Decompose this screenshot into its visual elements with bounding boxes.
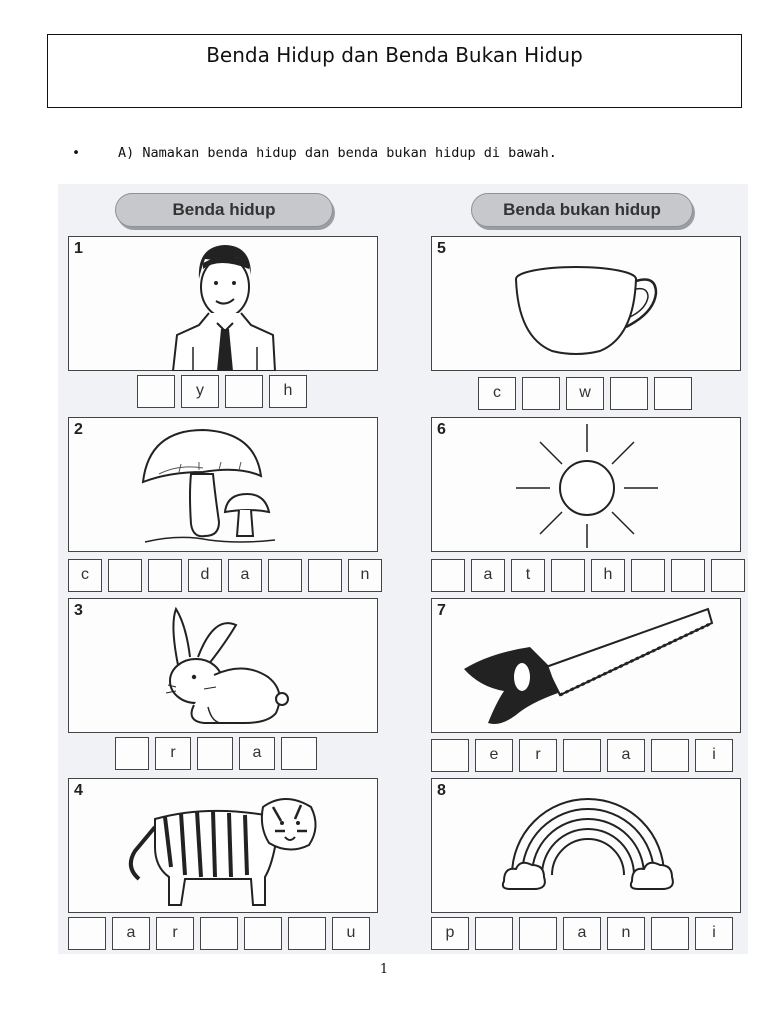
header-nonliving: Benda bukan hidup xyxy=(471,193,693,227)
letter-box[interactable] xyxy=(268,559,302,592)
letter-box[interactable] xyxy=(651,917,689,950)
letter-box[interactable] xyxy=(308,559,342,592)
cup-icon xyxy=(512,257,662,361)
letter-box[interactable] xyxy=(651,739,689,772)
worksheet-title: Benda Hidup dan Benda Bukan Hidup xyxy=(206,43,583,67)
letter-box[interactable]: h xyxy=(591,559,625,592)
letter-box[interactable] xyxy=(519,917,557,950)
letter-box[interactable]: a xyxy=(607,739,645,772)
letter-box[interactable]: d xyxy=(188,559,222,592)
header-living: Benda hidup xyxy=(115,193,333,227)
letter-box[interactable]: r xyxy=(155,737,191,770)
letter-box[interactable]: p xyxy=(431,917,469,950)
answer-boxes-6 xyxy=(431,559,745,592)
letter-box[interactable] xyxy=(654,377,692,410)
letter-box[interactable] xyxy=(225,375,263,408)
letter-box[interactable]: n xyxy=(607,917,645,950)
card-2 xyxy=(68,417,378,552)
page-number: 1 xyxy=(379,962,389,977)
letter-box[interactable]: t xyxy=(511,559,545,592)
letter-box[interactable]: w xyxy=(566,377,604,410)
item-number: 3 xyxy=(74,602,83,619)
letter-box[interactable]: r xyxy=(519,739,557,772)
mushroom-icon xyxy=(139,424,279,548)
letter-box[interactable] xyxy=(563,739,601,772)
item-number: 4 xyxy=(74,782,83,799)
card-6 xyxy=(431,417,741,552)
answer-boxes-8 xyxy=(431,917,733,950)
card-7 xyxy=(431,598,741,733)
letter-box[interactable]: a xyxy=(471,559,505,592)
man-icon xyxy=(169,239,279,371)
letter-box[interactable] xyxy=(137,375,175,408)
letter-box[interactable] xyxy=(244,917,282,950)
item-number: 5 xyxy=(437,240,446,257)
item-number: 2 xyxy=(74,421,83,438)
item-number: 1 xyxy=(74,240,83,257)
item-number: 8 xyxy=(437,782,446,799)
letter-box[interactable] xyxy=(115,737,149,770)
letter-box[interactable] xyxy=(197,737,233,770)
card-5 xyxy=(431,236,741,371)
answer-boxes-2 xyxy=(68,559,382,592)
letter-box[interactable] xyxy=(431,739,469,772)
card-8 xyxy=(431,778,741,913)
letter-box[interactable]: e xyxy=(475,739,513,772)
sun-icon xyxy=(512,420,662,550)
letter-box[interactable] xyxy=(671,559,705,592)
answer-boxes-5 xyxy=(478,377,692,410)
tiger-icon xyxy=(125,787,325,909)
letter-box[interactable]: c xyxy=(68,559,102,592)
letter-box[interactable] xyxy=(475,917,513,950)
card-4 xyxy=(68,778,378,913)
letter-box[interactable]: y xyxy=(181,375,219,408)
answer-boxes-7 xyxy=(431,739,733,772)
rainbow-icon xyxy=(498,789,678,899)
letter-box[interactable] xyxy=(200,917,238,950)
item-number: 7 xyxy=(437,602,446,619)
letter-box[interactable]: u xyxy=(332,917,370,950)
saw-icon xyxy=(460,603,716,729)
letter-box[interactable]: i xyxy=(695,739,733,772)
letter-box[interactable] xyxy=(551,559,585,592)
answer-boxes-1 xyxy=(137,375,307,408)
answer-boxes-3 xyxy=(115,737,317,770)
letter-box[interactable] xyxy=(610,377,648,410)
letter-box[interactable]: i xyxy=(695,917,733,950)
letter-box[interactable] xyxy=(522,377,560,410)
answer-boxes-4 xyxy=(68,917,370,950)
instruction xyxy=(72,145,557,161)
letter-box[interactable]: a xyxy=(563,917,601,950)
letter-box[interactable] xyxy=(711,559,745,592)
title-box xyxy=(47,34,742,108)
letter-box[interactable] xyxy=(281,737,317,770)
item-number: 6 xyxy=(437,421,446,438)
card-1 xyxy=(68,236,378,371)
letter-box[interactable]: n xyxy=(348,559,382,592)
card-3 xyxy=(68,598,378,733)
letter-box[interactable]: a xyxy=(239,737,275,770)
bullet: • xyxy=(72,145,81,161)
letter-box[interactable] xyxy=(108,559,142,592)
letter-box[interactable]: c xyxy=(478,377,516,410)
letter-box[interactable] xyxy=(68,917,106,950)
letter-box[interactable] xyxy=(148,559,182,592)
letter-box[interactable]: h xyxy=(269,375,307,408)
letter-box[interactable]: r xyxy=(156,917,194,950)
letter-box[interactable]: a xyxy=(228,559,262,592)
letter-box[interactable] xyxy=(431,559,465,592)
instruction-text: A) Namakan benda hidup dan benda bukan hidup di bawah. xyxy=(118,145,557,161)
letter-box[interactable] xyxy=(288,917,326,950)
rabbit-icon xyxy=(164,605,294,729)
letter-box[interactable]: a xyxy=(112,917,150,950)
letter-box[interactable] xyxy=(631,559,665,592)
